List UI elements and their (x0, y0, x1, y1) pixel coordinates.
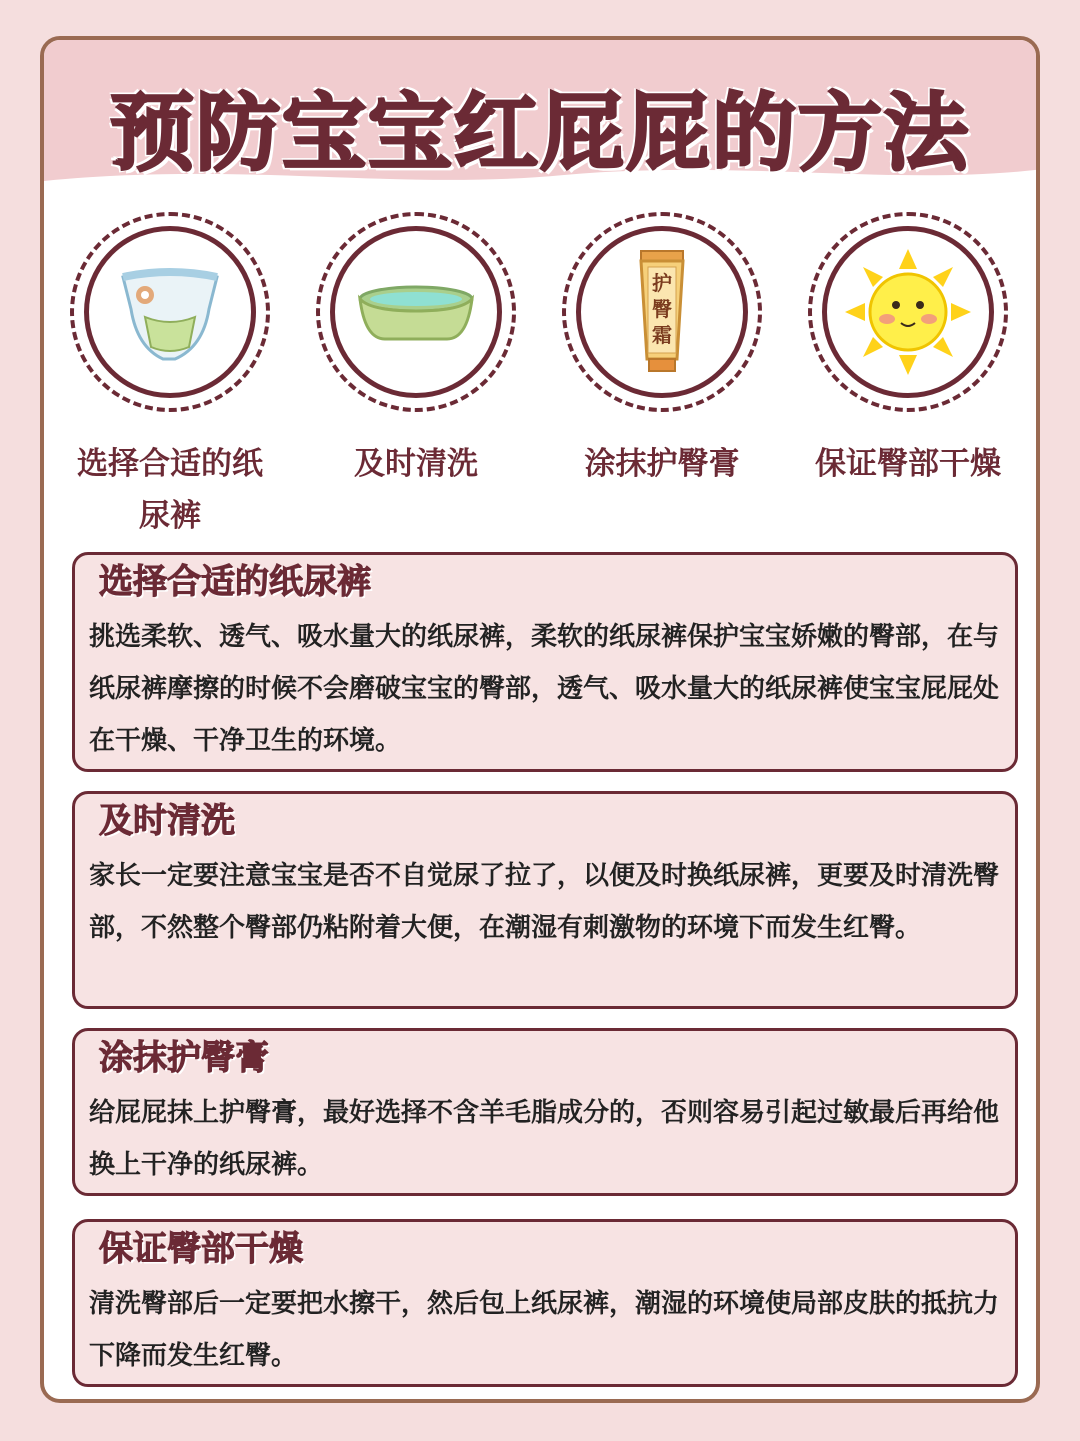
icon-row (44, 212, 1036, 572)
diaper-icon (105, 247, 235, 377)
section-clean (72, 791, 1018, 1009)
section-body: 清洗臀部后一定要把水擦干，然后包上纸尿裤，潮湿的环境使局部皮肤的抵抗力下降而发生红臀。 (89, 1289, 1000, 1371)
circle-frame (808, 212, 1008, 412)
section-body: 家长一定要注意宝宝是否不自觉尿了拉了，以便及时换纸尿裤，更要及时清洗臀部，不然整个臀部仍粘附着大便，在潮湿有刺激物的环境下而发生红臀。 (89, 861, 1000, 943)
icon-label: 及时清洗 (354, 446, 478, 482)
circle-frame (316, 212, 516, 412)
section-cream (72, 1028, 1018, 1196)
icon-label: 涂抹护臀膏 (584, 446, 740, 482)
basin-icon (351, 247, 481, 377)
icon-label: 选择合适的纸尿裤 (77, 446, 263, 534)
section-title: 及时清洗 (99, 801, 235, 841)
section-title: 涂抹护臀膏 (99, 1038, 269, 1078)
section-title: 保证臀部干燥 (99, 1229, 303, 1269)
circle-frame (562, 212, 762, 412)
icon-item-cream (542, 212, 782, 490)
section-title: 选择合适的纸尿裤 (99, 562, 371, 602)
page-title: 预防宝宝红屁屁的方法 (109, 84, 970, 182)
section-diaper (72, 552, 1018, 772)
main-card (40, 36, 1040, 1403)
icon-item-basin (296, 212, 536, 490)
sun-icon (843, 247, 973, 377)
section-body: 给屁屁抹上护臀膏，最好选择不含羊毛脂成分的，否则容易引起过敏最后再给他换上干净的纸尿裤。 (89, 1098, 1000, 1180)
tube-label: 护臀霜 (652, 271, 672, 347)
section-dry (72, 1219, 1018, 1387)
icon-label: 保证臀部干燥 (815, 446, 1001, 482)
section-body: 挑选柔软、透气、吸水量大的纸尿裤，柔软的纸尿裤保护宝宝娇嫩的臀部，在与纸尿裤摩擦的时候不会磨破宝宝的臀部，透气、吸水量大的纸尿裤使宝宝屁屁处在干燥、干净卫生的环境。 (89, 622, 1000, 756)
circle-frame (70, 212, 270, 412)
icon-item-diaper (50, 212, 290, 542)
icon-item-sun (788, 212, 1028, 490)
